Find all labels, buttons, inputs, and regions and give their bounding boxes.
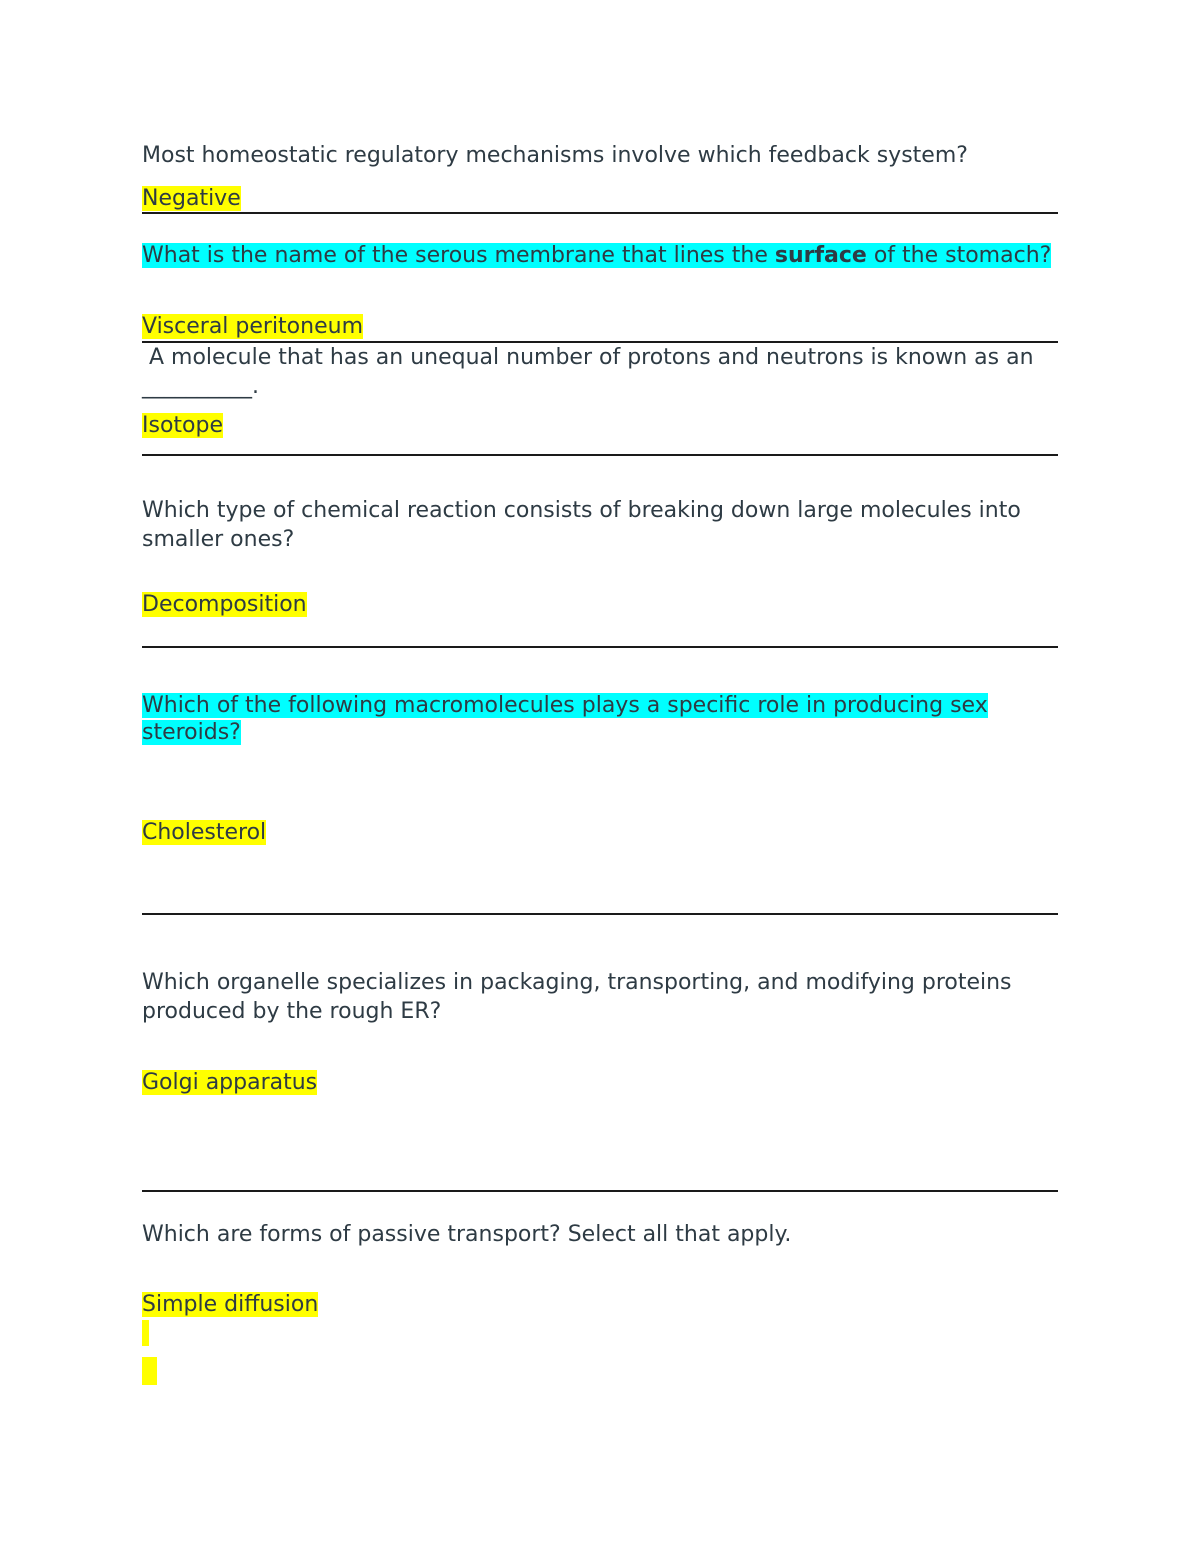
question-2-text: What is the name of the serous membrane that lines the surface of the stomach? [142,243,1052,268]
question-3-text: A molecule that has an unequal number of protons and neutrons is known as an __________. [142,345,1041,399]
answer-2 [142,312,1058,341]
answer-4-text: Decomposition [142,592,307,617]
question-4 [142,496,1058,554]
answer-6-text: Golgi apparatus [142,1070,318,1095]
answer-2-text: Visceral peritoneum [142,314,363,339]
question-6-text: Which organelle specializes in packaging, transporting, and modifying proteins produced by the rough ER? [142,970,1012,1024]
answer-1-text: Negative [142,186,241,211]
divider-5 [142,913,1058,915]
question-2 [142,241,1058,270]
question-4-text: Which type of chemical reaction consists of breaking down large molecules into smaller ones? [142,498,1021,552]
divider-4 [142,646,1058,648]
question-3 [142,343,1058,401]
answer-1 [142,184,1058,213]
empty-highlight-line-2 [142,1357,157,1385]
question-5-text: Which of the following macromolecules plays a specific role in producing sex steroids? [142,693,988,745]
question-6 [142,968,1058,1026]
answer-3-text: Isotope [142,413,223,438]
question-5 [142,692,1058,746]
divider-1 [142,212,1058,214]
divider-6 [142,1190,1058,1192]
answer-5 [142,818,1058,847]
answer-4 [142,590,1058,619]
question-1-text: Most homeostatic regulatory mechanisms involve which feedback system? [142,143,968,168]
question-2-emphasis: surface [774,243,867,268]
empty-highlight-line-1 [142,1320,149,1346]
question-1 [142,141,1058,170]
question-7-text: Which are forms of passive transport? Select all that apply. [142,1222,792,1247]
answer-3 [142,411,1058,440]
answer-6 [142,1068,1058,1097]
divider-3 [142,454,1058,456]
answer-7 [142,1290,1058,1319]
question-7 [142,1220,1058,1249]
answer-7-text: Simple diffusion [142,1292,319,1317]
answer-5-text: Cholesterol [142,820,267,845]
